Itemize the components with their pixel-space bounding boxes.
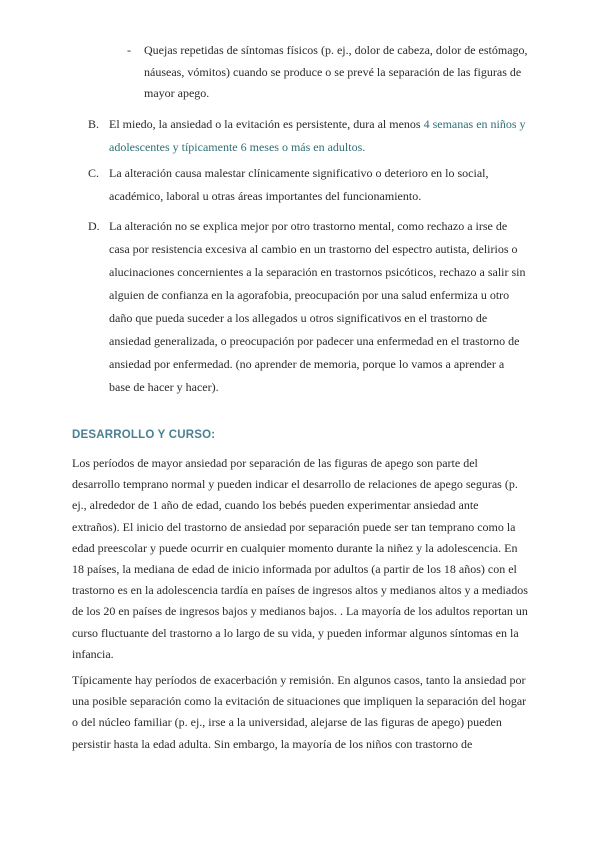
criterion-d-text: La alteración no se explica mejor por otro trastorno mental, como rechazo a irse de casa por resistencia excesiva al cambio en un trastorno del espectro autista, delirios o alucinaciones concernientes a la separación en trastornos psicóticos, rechazo a salir sin alguien de confianza en la agorafobia, preocupación por una salud enfermiza u otro daño que pueda suceder a los allegados u otros significativos en el trastorno de ansiedad generalizada, o preocupación por padecer una enfermedad en el trastorno de ansiedad por enfermedad. (no aprender de memoria, porque lo vamos a aprender a base de hacer y hacer). [109,219,526,394]
criterion-c [88,162,528,208]
bullet-text: Quejas repetidas de síntomas físicos (p. ej., dolor de cabeza, dolor de estómago, náuseas, vómitos) cuando se produce o se prevé la separación de las figuras de mayor apego. [144,43,528,100]
section-heading: DESARROLLO Y CURSO: [72,429,216,441]
bullet-dash: - [127,43,131,57]
criterion-b [88,113,528,159]
criterion-b-text-start: El miedo, la ansiedad o la evitación es persistente, dura al menos [109,117,424,131]
criterion-b-duration-highlight: 4 semanas en niños y adolescentes y típicamente 6 meses o más en adultos. [109,117,526,154]
criterion-d-letter: D. [88,219,100,233]
criterion-b-text [109,113,528,159]
body-paragraph: Los períodos de mayor ansiedad por separación de las figuras de apego son parte del desarrollo temprano normal y pueden indicar el desarrollo de relaciones de apego seguras (p. ej., alrededor de 1 año de edad, cuando los bebés pueden experimentar ansiedad ante extraños). El inicio del trastorno de ansiedad por separación puede ser tan temprano como la edad preescolar y puede ocurrir en cualquier momento durante la niñez y la adolescencia. En 18 países, la mediana de edad de inicio informada por adultos (a partir de los 18 años) con el trastorno es en la adolescencia tardía en países de ingresos altos y medianos altos y a mediados de los 20 en países de ingresos bajos y medianos bajos. . La mayoría de los adultos reportan un curso fluctuante del trastorno a lo largo de su vida, y pueden informar algunos síntomas en la infancia. [72,456,528,661]
criterion-c-letter: C. [88,166,100,180]
criterion-d [88,215,528,399]
body-paragraph: Típicamente hay períodos de exacerbación y remisión. En algunos casos, tanto la ansiedad por una posible separación como la evitación de situaciones que impliquen la separación del hogar o del núcleo familiar (p. ej., irse a la universidad, alejarse de las figuras de apego) pueden persistir hasta la edad adulta. Sin embargo, la mayoría de los niños con trastorno de [72,673,527,751]
criterion-b-letter: B. [88,117,100,131]
criterion-c-text: La alteración causa malestar clínicamente significativo o deterioro en lo social, académico, laboral u otras áreas importantes del funcionamiento. [109,166,489,203]
symptom-bullet-item [127,40,537,105]
